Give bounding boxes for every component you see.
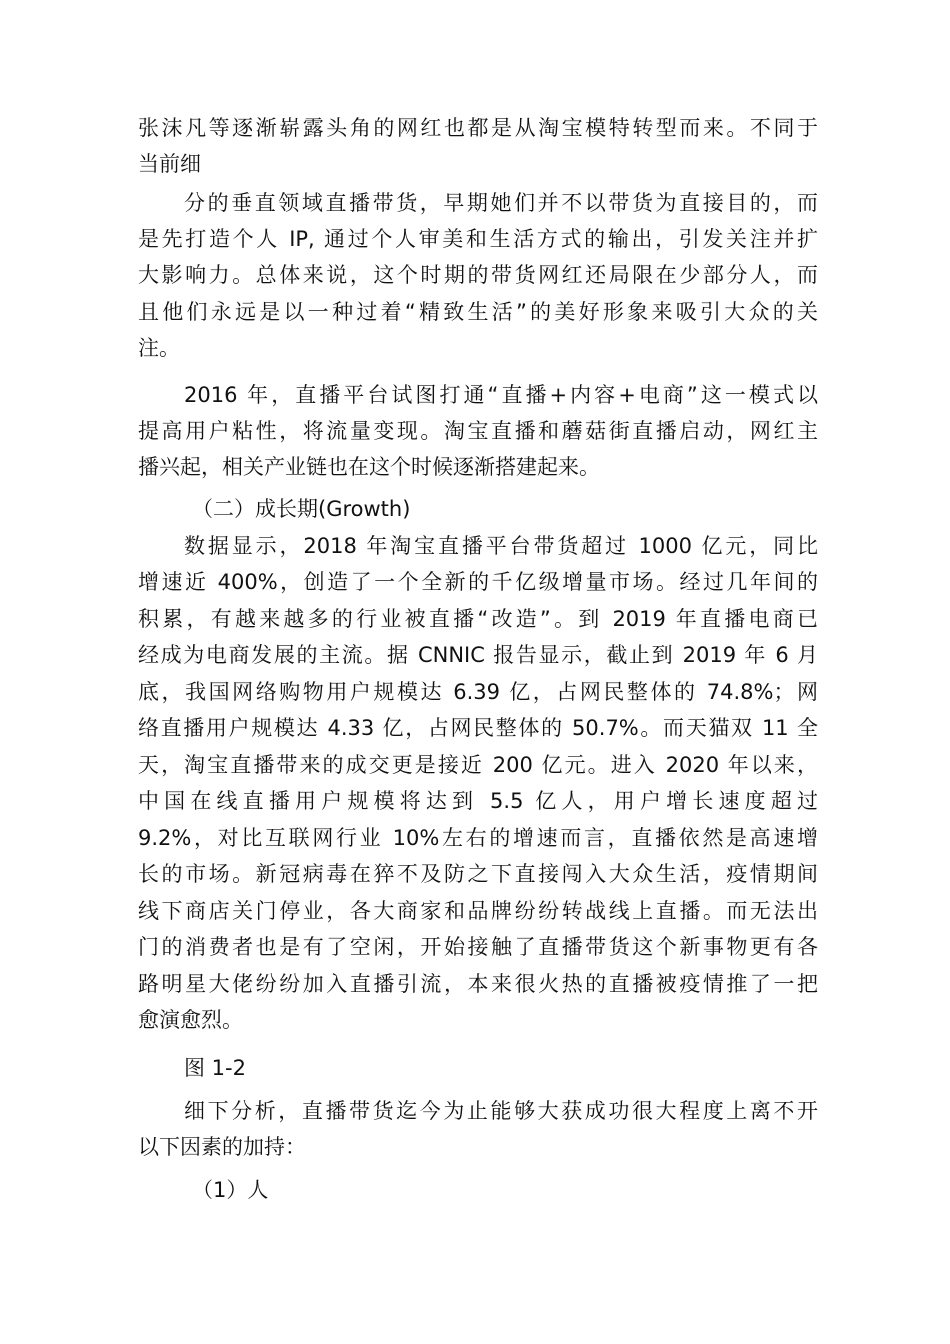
paragraph-line: 数据显示，2018 年淘宝直播平台带货超过 1000 亿元，同比 [184, 534, 818, 558]
paragraph-line: 以下因素的加持： [138, 1135, 306, 1159]
paragraph-line: 分的垂直领域直播带货，早期她们并不以带货为直接目的，而 [184, 191, 818, 215]
paragraph-line: 门的消费者也是有了空闲，开始接触了直播带货这个新事物更有各 [138, 935, 818, 959]
paragraph-line: 络直播用户规模达 4.33 亿，占网民整体的 50.7%。而天猫双 11 全 [138, 716, 818, 740]
paragraph-line: 天，淘宝直播带来的成交更是接近 200 亿元。进入 2020 年以来， [138, 753, 818, 777]
figure-label: 图 1-2 [184, 1056, 246, 1080]
paragraph-line: 是先打造个人 IP, 通过个人审美和生活方式的输出，引发关注并扩 [138, 227, 818, 251]
paragraph-line: 长的市场。新冠病毒在猝不及防之下直接闯入大众生活，疫情期间 [138, 862, 818, 886]
paragraph-line: 张沫凡等逐渐崭露头角的网红也都是从淘宝模特转型而来。不同于 [138, 116, 818, 140]
paragraph-line: 且他们永远是以一种过着“精致生活”的美好形象来吸引大众的关 [138, 300, 818, 324]
paragraph-line: 增速近 400%，创造了一个全新的千亿级增量市场。经过几年间的 [138, 570, 818, 594]
paragraph-line: 大影响力。总体来说，这个时期的带货网红还局限在少部分人，而 [138, 263, 818, 287]
paragraph-line: 路明星大佬纷纷加入直播引流，本来很火热的直播被疫情推了一把 [138, 972, 818, 996]
paragraph-line: 细下分析，直播带货迄今为止能够大获成功很大程度上离不开 [184, 1099, 818, 1123]
paragraph-line: 中国在线直播用户规模将达到 5.5 亿人，用户增长速度超过 [138, 789, 818, 813]
paragraph-line: 线下商店关门停业，各大商家和品牌纷纷转战线上直播。而无法出 [138, 899, 818, 923]
paragraph-line: 当前细 [138, 152, 201, 176]
paragraph-line: 底，我国网络购物用户规模达 6.39 亿，占网民整体的 74.8%；网 [138, 680, 818, 704]
paragraph-line: 经成为电商发展的主流。据 CNNIC 报告显示，截止到 2019 年 6 月 [138, 643, 818, 667]
paragraph-line: 2016 年，直播平台试图打通“直播+内容+电商”这一模式以 [184, 383, 818, 407]
section-heading: （二）成长期(Growth) [192, 497, 411, 521]
paragraph-line: 9.2%，对比互联网行业 10%左右的增速而言，直播依然是高速增 [138, 826, 818, 850]
paragraph-line: 注。 [138, 336, 180, 360]
list-item-heading: （1）人 [192, 1178, 269, 1202]
paragraph-line: 积累，有越来越多的行业被直播“改造”。到 2019 年直播电商已 [138, 607, 818, 631]
paragraph-line: 愈演愈烈。 [138, 1008, 243, 1032]
paragraph-line: 提高用户粘性，将流量变现。淘宝直播和蘑菇街直播启动，网红主 [138, 419, 818, 443]
paragraph-line: 播兴起，相关产业链也在这个时候逐渐搭建起来。 [138, 455, 600, 479]
